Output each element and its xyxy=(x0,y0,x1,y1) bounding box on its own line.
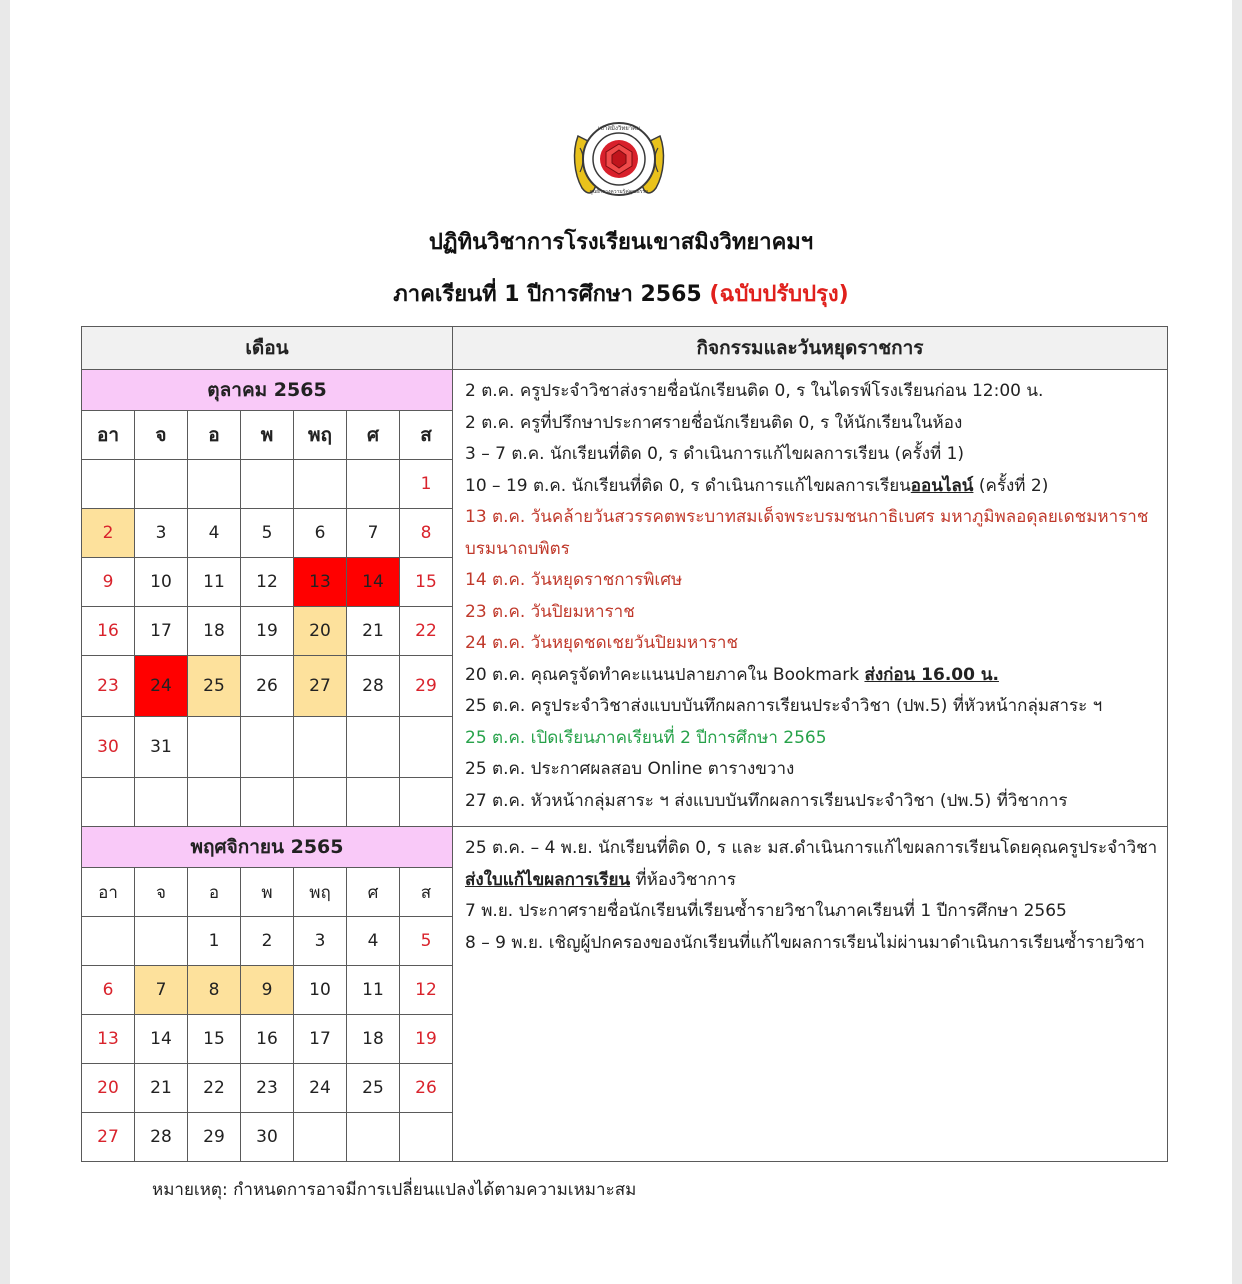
activity-text: บรมนาถบพิตร xyxy=(465,538,570,559)
calendar-empty-cell xyxy=(400,1113,453,1162)
calendar-day: 10 xyxy=(135,558,188,607)
activity-item xyxy=(465,471,1167,503)
calendar-empty-cell xyxy=(400,717,453,778)
activity-text: 3 – 7 ต.ค. นักเรียนที่ติด 0, ร ดำเนินการแก้ไขผลการเรียน (ครั้งที่ 1) xyxy=(465,444,965,464)
activity-emphasis: ส่งใบแก้ไขผลการเรียน xyxy=(465,869,631,890)
calendar-day: 17 xyxy=(294,1015,347,1064)
calendar-day: 19 xyxy=(400,1015,453,1064)
weekday-header: พฤ xyxy=(294,868,347,917)
calendar-day: 24 xyxy=(294,1064,347,1113)
calendar-day: 29 xyxy=(400,656,453,717)
calendar-day: 15 xyxy=(400,558,453,607)
calendar-empty-cell xyxy=(241,460,294,509)
calendar-empty-cell xyxy=(135,778,188,827)
activity-item xyxy=(465,439,1167,471)
october-activities-list xyxy=(453,370,1167,817)
calendar-day: 13 xyxy=(82,1015,135,1064)
activity-item xyxy=(465,865,1167,897)
activity-text: 23 ต.ค. วันปิยมหาราช xyxy=(465,601,635,622)
calendar-day: 17 xyxy=(135,607,188,656)
activity-item xyxy=(465,754,1167,786)
activity-text-after: (ครั้งที่ 2) xyxy=(973,475,1049,496)
activity-item xyxy=(465,833,1167,865)
calendar-day: 9 xyxy=(82,558,135,607)
calendar-empty-cell xyxy=(135,460,188,509)
calendar-day: 30 xyxy=(241,1113,294,1162)
activity-text: 27 ต.ค. หัวหน้ากลุ่มสาระ ฯ ส่งแบบบันทึกผลการเรียนประจำวิชา (ปพ.5) ที่วิชาการ xyxy=(465,790,1068,811)
calendar-empty-cell xyxy=(241,778,294,827)
calendar-day: 8 xyxy=(188,966,241,1015)
weekday-header: อา xyxy=(82,411,135,460)
weekday-header: จ xyxy=(135,411,188,460)
calendar-day: 11 xyxy=(347,966,400,1015)
calendar-day: 25 xyxy=(188,656,241,717)
calendar-day: 1 xyxy=(400,460,453,509)
calendar-day: 22 xyxy=(188,1064,241,1113)
calendar-day: 4 xyxy=(188,509,241,558)
gem-emblem-icon xyxy=(600,140,638,178)
activity-text: 25 ต.ค. ประกาศผลสอบ Online ตารางขวาง xyxy=(465,759,795,779)
calendar-day: 14 xyxy=(347,558,400,607)
calendar-empty-cell xyxy=(241,717,294,778)
activity-text: 7 พ.ย. ประกาศรายชื่อนักเรียนที่เรียนซ้ำรายวิชาในภาคเรียนที่ 1 ปีการศึกษา 2565 xyxy=(465,901,1067,921)
calendar-empty-cell xyxy=(135,917,188,966)
calendar-empty-cell xyxy=(188,717,241,778)
activity-emphasis: ออนไลน์ xyxy=(910,475,974,496)
november-month-title: พฤศจิกายน 2565 xyxy=(82,827,453,868)
calendar-empty-cell xyxy=(294,1113,347,1162)
weekday-header: ศ xyxy=(347,868,400,917)
activity-text-after: ที่ห้องวิชาการ xyxy=(630,869,736,890)
calendar-day: 26 xyxy=(241,656,294,717)
footer-note: หมายเหตุ: กำหนดการอาจมีการเปลี่ยนแปลงได้ตามความเหมาะสม xyxy=(152,1180,637,1200)
calendar-day: 23 xyxy=(241,1064,294,1113)
calendar-day: 18 xyxy=(347,1015,400,1064)
calendar-day: 3 xyxy=(135,509,188,558)
calendar-day: 6 xyxy=(82,966,135,1015)
calendar-empty-cell xyxy=(188,460,241,509)
calendar-day: 27 xyxy=(82,1113,135,1162)
calendar-day: 30 xyxy=(82,717,135,778)
calendar-day: 11 xyxy=(188,558,241,607)
calendar-day: 18 xyxy=(188,607,241,656)
calendar-day: 26 xyxy=(400,1064,453,1113)
calendar-empty-cell xyxy=(188,778,241,827)
page-subtitle xyxy=(0,276,1242,311)
activity-item xyxy=(465,723,1167,755)
calendar-day: 24 xyxy=(135,656,188,717)
calendar-day: 28 xyxy=(347,656,400,717)
calendar-day: 14 xyxy=(135,1015,188,1064)
svg-text:ศูนย์กลางความรู้คู่คุณธรรม: ศูนย์กลางความรู้คู่คุณธรรม xyxy=(589,189,649,195)
activity-text: 25 ต.ค. เปิดเรียนภาคเรียนที่ 2 ปีการศึกษา 2565 xyxy=(465,727,827,748)
calendar-empty-cell xyxy=(294,778,347,827)
activity-text: 8 – 9 พ.ย. เชิญผู้ปกครองของนักเรียนที่แก้ไขผลการเรียนไม่ผ่านมาดำเนินการเรียนซ้ำรายวิชา xyxy=(465,932,1145,953)
activity-emphasis: ส่งก่อน 16.00 น. xyxy=(864,664,999,685)
calendar-day: 5 xyxy=(400,917,453,966)
calendar-day: 1 xyxy=(188,917,241,966)
calendar-day: 27 xyxy=(294,656,347,717)
weekday-header: ส xyxy=(400,411,453,460)
calendar-day: 12 xyxy=(400,966,453,1015)
activity-item xyxy=(465,691,1167,723)
activity-item xyxy=(465,660,1167,692)
calendar-day: 31 xyxy=(135,717,188,778)
activity-item xyxy=(465,534,1167,566)
calendar-day: 16 xyxy=(241,1015,294,1064)
weekday-header: พ xyxy=(241,868,294,917)
calendar-empty-cell xyxy=(294,717,347,778)
calendar-day: 7 xyxy=(135,966,188,1015)
weekday-header: พ xyxy=(241,411,294,460)
subtitle-revision-tag: (ฉบับปรับปรุง) xyxy=(709,282,849,307)
calendar-table xyxy=(81,326,1168,1162)
calendar-day: 25 xyxy=(347,1064,400,1113)
calendar-empty-cell xyxy=(82,460,135,509)
month-column-header: เดือน xyxy=(82,327,453,370)
calendar-empty-cell xyxy=(82,778,135,827)
calendar-day: 6 xyxy=(294,509,347,558)
calendar-empty-cell xyxy=(294,460,347,509)
calendar-empty-cell xyxy=(347,717,400,778)
activity-text: 25 ต.ค. – 4 พ.ย. นักเรียนที่ติด 0, ร และ มส.ดำเนินการแก้ไขผลการเรียนโดยคุณครูประจำวิชา xyxy=(465,838,1158,858)
activity-text: 24 ต.ค. วันหยุดชดเชยวันปิยมหาราช xyxy=(465,633,739,653)
school-logo xyxy=(572,114,666,204)
calendar-day: 2 xyxy=(82,509,135,558)
activity-text: 2 ต.ค. ครูที่ปรึกษาประกาศรายชื่อนักเรียนติด 0, ร ให้นักเรียนในห้อง xyxy=(465,412,963,433)
calendar-empty-cell xyxy=(347,460,400,509)
activity-item xyxy=(465,786,1167,818)
october-month-title: ตุลาคม 2565 xyxy=(82,370,453,411)
page-title: ปฏิทินวิชาการโรงเรียนเขาสมิงวิทยาคมฯ xyxy=(428,230,814,255)
calendar-day: 12 xyxy=(241,558,294,607)
calendar-day: 8 xyxy=(400,509,453,558)
activity-item xyxy=(465,928,1167,960)
subtitle-text: ภาคเรียนที่ 1 ปีการศึกษา 2565 xyxy=(393,282,702,307)
october-activities-cell xyxy=(453,370,1168,827)
weekday-header: พฤ xyxy=(294,411,347,460)
november-activities-list xyxy=(453,827,1167,959)
activity-item xyxy=(465,628,1167,660)
weekday-header: อ xyxy=(188,411,241,460)
calendar-day: 20 xyxy=(82,1064,135,1113)
weekday-header: ส xyxy=(400,868,453,917)
activity-text: 14 ต.ค. วันหยุดราชการพิเศษ xyxy=(465,570,683,590)
calendar-day: 22 xyxy=(400,607,453,656)
activity-item xyxy=(465,565,1167,597)
activity-text: 10 – 19 ต.ค. นักเรียนที่ติด 0, ร ดำเนินการแก้ไขผลการเรียน xyxy=(465,475,911,496)
activity-text: 20 ต.ค. คุณครูจัดทำคะแนนปลายภาคใน Bookmark xyxy=(465,664,865,685)
calendar-day: 21 xyxy=(347,607,400,656)
activity-item xyxy=(465,502,1167,534)
calendar-day: 3 xyxy=(294,917,347,966)
calendar-empty-cell xyxy=(347,778,400,827)
calendar-day: 23 xyxy=(82,656,135,717)
calendar-day: 16 xyxy=(82,607,135,656)
calendar-day: 21 xyxy=(135,1064,188,1113)
weekday-header: อา xyxy=(82,868,135,917)
weekday-header: อ xyxy=(188,868,241,917)
calendar-day: 20 xyxy=(294,607,347,656)
calendar-day: 5 xyxy=(241,509,294,558)
calendar-day: 2 xyxy=(241,917,294,966)
activity-item xyxy=(465,896,1167,928)
activity-item xyxy=(465,408,1167,440)
calendar-day: 15 xyxy=(188,1015,241,1064)
activity-text: 2 ต.ค. ครูประจำวิชาส่งรายชื่อนักเรียนติด 0, ร ในไดรฟ์โรงเรียนก่อน 12:00 น. xyxy=(465,381,1044,401)
calendar-day: 13 xyxy=(294,558,347,607)
calendar-empty-cell xyxy=(82,917,135,966)
svg-text:เขาสมิงวิทยาคม: เขาสมิงวิทยาคม xyxy=(597,125,641,132)
activity-item xyxy=(465,597,1167,629)
calendar-day: 4 xyxy=(347,917,400,966)
calendar-day: 10 xyxy=(294,966,347,1015)
activity-text: 13 ต.ค. วันคล้ายวันสวรรคตพระบาทสมเด็จพระบรมชนกาธิเบศร มหาภูมิพลอดุลยเดชมหาราช xyxy=(465,507,1149,527)
activities-column-header: กิจกรรมและวันหยุดราชการ xyxy=(453,327,1168,370)
activity-item xyxy=(465,376,1167,408)
calendar-day: 7 xyxy=(347,509,400,558)
calendar-day: 19 xyxy=(241,607,294,656)
calendar-empty-cell xyxy=(347,1113,400,1162)
calendar-day: 9 xyxy=(241,966,294,1015)
calendar-empty-cell xyxy=(400,778,453,827)
calendar-day: 29 xyxy=(188,1113,241,1162)
november-activities-cell xyxy=(453,827,1168,1162)
activity-text: 25 ต.ค. ครูประจำวิชาส่งแบบบันทึกผลการเรียนประจำวิชา (ปพ.5) ที่หัวหน้ากลุ่มสาระ ฯ xyxy=(465,696,1103,716)
weekday-header: จ xyxy=(135,868,188,917)
weekday-header: ศ xyxy=(347,411,400,460)
calendar-day: 28 xyxy=(135,1113,188,1162)
